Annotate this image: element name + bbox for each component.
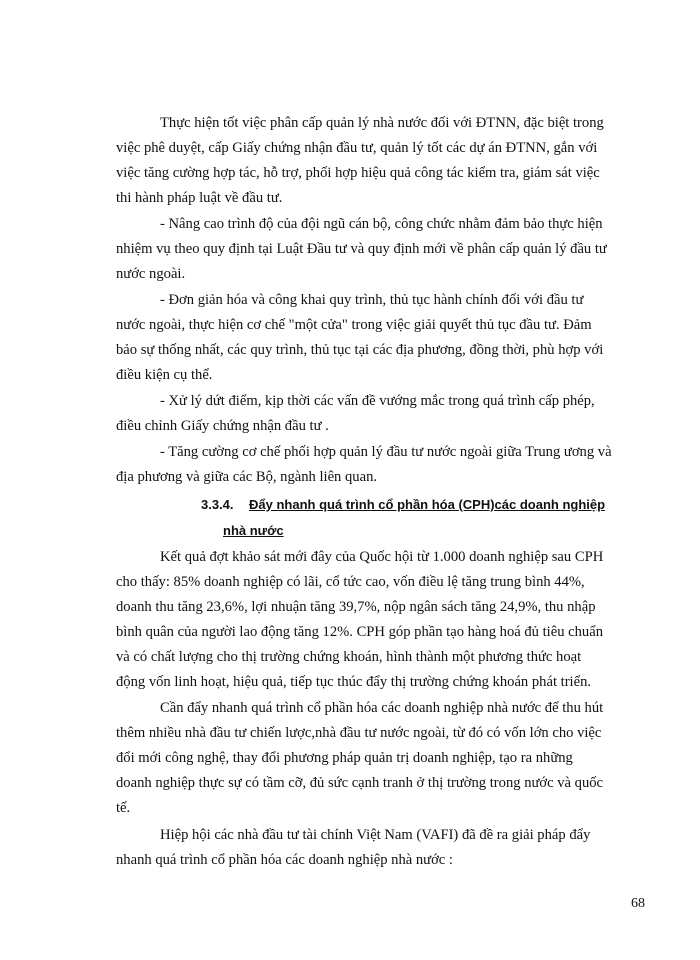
section-heading: [201, 496, 633, 540]
bullet-line: - Tăng cường cơ chế phối hợp quản lý đầu tư nước ngoài giữa Trung ương và: [160, 444, 612, 460]
section-title: Đẩy nhanh quá trình cổ phần hóa (CPH)các doanh nghiệp: [249, 497, 606, 512]
paragraph-line: doanh thu tăng 23,6%, lợi nhuận tăng 39,7%, nộp ngân sách tăng 24,9%, thu nhập: [116, 599, 596, 615]
paragraph-line: tế.: [116, 800, 131, 816]
paragraph-line: cho thấy: 85% doanh nghiệp có lãi, cổ tức cao, vốn điều lệ tăng trung bình 44%,: [116, 574, 585, 590]
paragraph-line: địa phương và giữa các Bộ, ngành liên quan.: [116, 469, 378, 485]
paragraph-line: và có chất lượng cho thị trường chứng khoán, hình thành một phương thức hoạt: [116, 649, 582, 665]
paragraph-line: Hiệp hội các nhà đầu tư tài chính Việt Nam (VAFI) đã đề ra giải pháp đẩy: [160, 827, 591, 843]
paragraph-line: điều kiện cụ thể.: [116, 367, 213, 383]
bullet-line: - Nâng cao trình độ của đội ngũ cán bộ, công chức nhằm đảm bảo thực hiện: [160, 216, 603, 232]
section-title-continued: nhà nước: [223, 523, 284, 538]
bullet-line: - Xử lý dứt điểm, kịp thời các vấn đề vướng mắc trong quá trình cấp phép,: [160, 393, 595, 409]
bullet-line: - Đơn giản hóa và công khai quy trình, thủ tục hành chính đối với đầu tư: [160, 292, 584, 308]
paragraph-line: nước ngoài, thực hiện cơ chế "một cửa" trong việc giải quyết thủ tục đầu tư. Đảm: [116, 317, 592, 333]
paragraph-line: Cần đẩy nhanh quá trình cổ phần hóa các doanh nghiệp nhà nước để thu hút: [160, 700, 604, 716]
paragraph-line: nhanh quá trình cổ phần hóa các doanh nghiệp nhà nước :: [116, 852, 453, 868]
paragraph-line: thêm nhiều nhà đầu tư chiến lược,nhà đầu tư nước ngoài, từ đó có vốn lớn cho việc: [116, 725, 602, 741]
paragraph-line: bình quân của người lao động tăng 12%. CPH góp phần tạo hàng hoá đủ tiêu chuẩn: [116, 624, 603, 640]
paragraph-line: đổi mới công nghệ, thay đổi phương pháp quản trị doanh nghiệp, tạo ra những: [116, 750, 573, 766]
paragraph-line: thi hành pháp luật về đầu tư.: [116, 190, 283, 206]
paragraph-line: Kết quả đợt khảo sát mới đây của Quốc hội từ 1.000 doanh nghiệp sau CPH: [160, 549, 604, 565]
paragraph-line: việc phê duyệt, cấp Giấy chứng nhận đầu tư, quản lý tốt các dự án ĐTNN, gắn với: [116, 140, 598, 156]
paragraph-line: việc tăng cường hợp tác, hỗ trợ, phối hợp hiệu quả công tác kiểm tra, giám sát việc: [116, 165, 600, 181]
paragraph-line: điều chỉnh Giấy chứng nhận đầu tư .: [116, 418, 329, 434]
paragraph-line: nước ngoài.: [116, 266, 186, 282]
paragraph-line: nhiệm vụ theo quy định tại Luật Đầu tư và quy định mới về phân cấp quản lý đầu tư: [116, 241, 607, 257]
paragraph-line: Thực hiện tốt việc phân cấp quản lý nhà nước đối với ĐTNN, đặc biệt trong: [160, 115, 604, 131]
paragraph-line: động vốn linh hoạt, hiệu quả, tiếp tục thúc đẩy thị trường chứng khoán phát triển.: [116, 674, 592, 690]
page-number: 68: [631, 896, 645, 911]
section-number: 3.3.4.: [201, 497, 234, 512]
paragraph-line: bảo sự thống nhất, các quy trình, thủ tục tại các địa phương, đồng thời, phù hợp với: [116, 342, 604, 358]
paragraph-line: doanh nghiệp thực sự có tầm cỡ, đủ sức cạnh tranh ở thị trường trong nước và quốc: [116, 775, 604, 791]
